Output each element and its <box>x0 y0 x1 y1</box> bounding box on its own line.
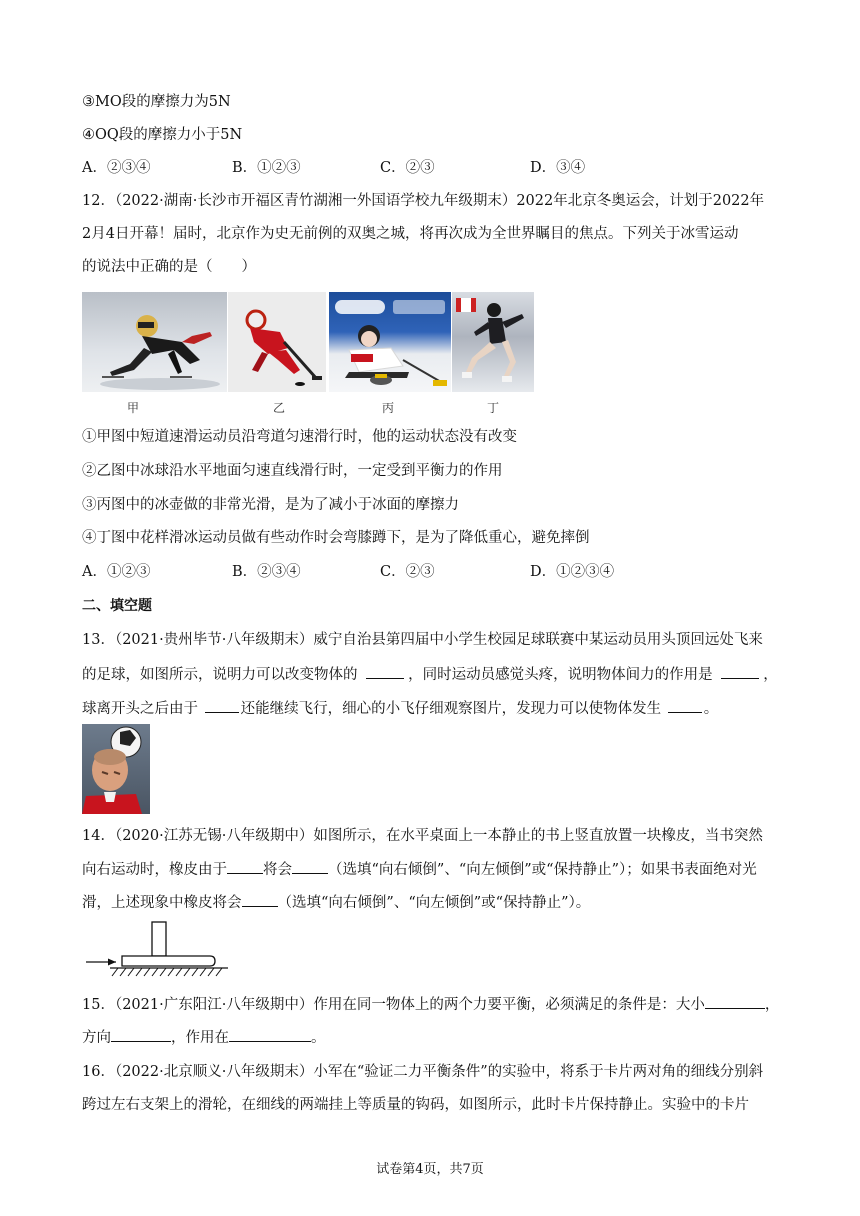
q15-text-2b: ，作用在 <box>171 1030 229 1046</box>
q15-line-1 <box>82 994 779 1015</box>
q13-line-2 <box>82 664 778 685</box>
football-header-photo <box>82 724 150 814</box>
prev-option-a: A．②③④ <box>82 160 151 176</box>
q13-text-2a: 的足球，如图所示，说明力可以改变物体的 <box>82 667 358 683</box>
q12-item-4: ④丁图中花样滑冰运动员做有些动作时会弯膝蹲下，是为了降低重心，避免摔倒 <box>82 530 590 546</box>
prev-item-4: ④OQ段的摩擦力小于5N <box>82 127 243 143</box>
motion-arrow-head <box>108 959 116 966</box>
curling-photo <box>329 292 451 392</box>
q14-line-1: 14．（2020·江苏无锡·八年级期中）如图所示，在水平桌面上一本静止的书上竖直放置一块橡皮，当书突然 <box>82 828 763 844</box>
q14-blank-1[interactable] <box>227 859 263 874</box>
q15-text-2a: 方向 <box>82 1030 111 1046</box>
q12-line-2: 2月4日开幕！届时，北京作为史无前例的双奥之城，将再次成为全世界瞩目的焦点。下列关于冰雪运动 <box>82 226 739 242</box>
q14-text-3b: （选填“向右倾倒”、“向左倾倒”或“保持静止”）。 <box>277 895 591 911</box>
q12-option-d: D．①②③④ <box>530 564 615 580</box>
q13-text-2c: ， <box>763 667 778 683</box>
q14-blank-3[interactable] <box>242 892 278 907</box>
q14-line-2 <box>82 859 757 880</box>
q13-text-3b: 还能继续飞行，细心的小飞仔细观察图片，发现力可以使物体发生 <box>240 701 662 717</box>
caption-bing: 丙 <box>382 401 395 415</box>
q14-text-3a: 滑，上述现象中橡皮将会 <box>82 895 242 911</box>
ice-hockey-photo <box>228 292 326 392</box>
q16-line-2: 跨过左右支架上的滑轮，在细线的两端挂上等质量的钩码，如图所示，此时卡片保持静止。实验中的卡片 <box>82 1097 749 1113</box>
q14-blank-2[interactable] <box>292 859 328 874</box>
q12-item-2: ②乙图中冰球沿水平地面匀速直线滑行时，一定受到平衡力的作用 <box>82 463 503 479</box>
q15-blank-2[interactable] <box>111 1027 171 1042</box>
book-eraser-diagram <box>82 918 232 980</box>
q14-text-2b: 将会 <box>263 862 292 878</box>
figure-skater-photo <box>452 292 534 392</box>
prev-options <box>82 158 782 178</box>
q14-line-3 <box>82 892 590 913</box>
q13-text-3c: 。 <box>703 701 719 717</box>
q16-line-1: 16．（2022·北京顺义·八年级期末）小军在“验证二力平衡条件”的实验中，将系于卡片两对角的细线分别斜 <box>82 1064 764 1080</box>
q13-blank-1[interactable] <box>366 664 404 679</box>
q13-line-1: 13．（2021·贵州毕节·八年级期末）威宁自治县第四届中小学生校园足球联赛中某运动员用头顶回远处飞来 <box>82 632 763 648</box>
caption-yi: 乙 <box>273 401 286 415</box>
q12-option-c: C．②③ <box>380 564 435 580</box>
book <box>122 956 215 966</box>
q15-text-1a: 15．（2021·广东阳江·八年级期中）作用在同一物体上的两个力要平衡，必须满足的条件是：大小 <box>82 997 705 1013</box>
prev-item-3: ③MO段的摩擦力为5N <box>82 94 231 110</box>
q12-options <box>82 562 782 582</box>
q12-item-3: ③丙图中的冰壶做的非常光滑，是为了减小于冰面的摩擦力 <box>82 497 459 513</box>
q12-option-a: A．①②③ <box>82 564 151 580</box>
table-hatching <box>112 968 222 976</box>
q15-blank-3[interactable] <box>229 1027 311 1042</box>
speed-skater-photo <box>82 292 227 392</box>
q15-line-2 <box>82 1027 326 1048</box>
eraser <box>152 922 166 956</box>
q14-text-2c: （选填“向右倾倒”、“向左倾倒”或“保持静止”）；如果书表面绝对光 <box>328 862 757 878</box>
q15-blank-1[interactable] <box>705 994 765 1009</box>
q13-text-2b: ，同时运动员感觉头疼，说明物体间力的作用是 <box>408 667 713 683</box>
caption-jia: 甲 <box>127 401 140 415</box>
q15-text-1b: ， <box>764 997 780 1013</box>
q12-option-b: B．②③④ <box>232 564 301 580</box>
q13-blank-4[interactable] <box>668 698 702 713</box>
page-footer: 试卷第4页，共7页 <box>376 1162 484 1177</box>
prev-option-c: C．②③ <box>380 160 435 176</box>
caption-ding: 丁 <box>487 401 500 415</box>
prev-option-b: B．①②③ <box>232 160 301 176</box>
q13-text-3a: 球离开头之后由于 <box>82 701 198 717</box>
q13-line-3 <box>82 698 718 719</box>
q12-line-3: 的说法中正确的是（ ） <box>82 259 256 275</box>
q14-text-2a: 向右运动时，橡皮由于 <box>82 862 227 878</box>
q15-text-2c: 。 <box>311 1030 326 1046</box>
prev-option-d: D．③④ <box>530 160 586 176</box>
q12-line-1: 12．（2022·湖南·长沙市开福区青竹湖湘一外国语学校九年级期末）2022年北京冬奥运会，计划于2022年 <box>82 193 765 209</box>
q13-blank-2[interactable] <box>721 664 759 679</box>
q13-blank-3[interactable] <box>205 698 239 713</box>
q12-item-1: ①甲图中短道速滑运动员沿弯道匀速滑行时，他的运动状态没有改变 <box>82 429 517 445</box>
section-fill-in-heading: 二、填空题 <box>82 598 152 614</box>
